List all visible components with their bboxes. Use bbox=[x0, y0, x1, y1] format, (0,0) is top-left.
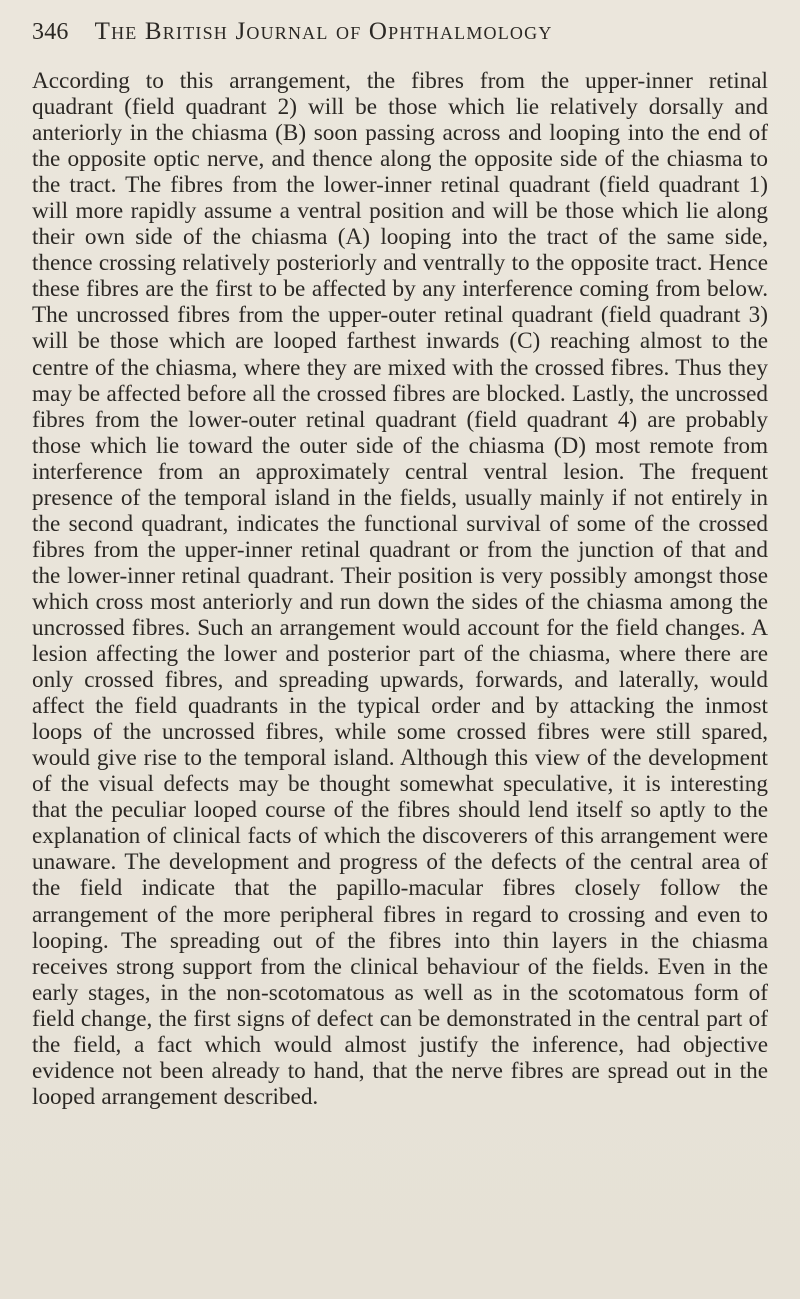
journal-title: The British Journal of Ophthalmology bbox=[94, 18, 553, 45]
page-number: 346 bbox=[32, 19, 69, 45]
running-head bbox=[32, 18, 770, 52]
body-paragraph: According to this arrangement, the fibres from the upper-inner retinal quadrant (field quadrant 2) will be those which lie relatively dorsally and anteriorly in the chiasma (B) soon passing across and looping into the end of the opposite optic nerve, and thence along the opposite side of the chiasma to the tract. The fibres from the lower-inner retinal quadrant (field quadrant 1) will more rapidly assume a ventral position and will be those which lie along their own side of the chiasma (A) looping into the tract of the same side, thence crossing relatively posteriorly and ventrally to the opposite tract. Hence these fibres are the first to be affected by any interference coming from below. The uncrossed fibres from the upper-outer retinal quadrant (field quadrant 3) will be those which are looped farthest inwards (C) reaching almost to the centre of the chiasma, where they are mixed with the crossed fibres. Thus they may be affected before all the crossed fibres are blocked. Lastly, the uncrossed fibres from the lower-outer retinal quadrant (field quadrant 4) are probably those which lie toward the outer side of the chiasma (D) most remote from interference from an approximately central ventral lesion. The frequent presence of the temporal island in the fields, usually mainly if not entirely in the second quadrant, indicates the functional survival of some of the crossed fibres from the upper-inner retinal quadrant or from the junction of that and the lower-inner retinal quadrant. Their position is very possibly amongst those which cross most anteriorly and run down the sides of the chiasma among the uncrossed fibres. Such an arrangement would account for the field changes. A lesion affecting the lower and posterior part of the chiasma, where there are only crossed fibres, and spreading upwards, forwards, and laterally, would affect the field quadrants in the typical order and by attacking the inmost loops of the uncrossed fibres, while some crossed fibres were still spared, would give rise to the temporal island. Although this view of the development of the visual defects may be thought somewhat speculative, it is interesting that the peculiar looped course of the fibres should lend itself so aptly to the explanation of clinical facts of which the discoverers of this arrangement were unaware. The development and progress of the defects of the central area of the field indicate that the papillo-macular fibres closely follow the arrangement of the more peripheral fibres in regard to crossing and even to looping. The spreading out of the fibres into thin layers in the chiasma receives strong support from the clinical behaviour of the fields. Even in the early stages, in the non-scotomatous as well as in the scotomatous form of field change, the first signs of defect can be demonstrated in the central part of the field, a fact which would almost justify the inference, had objective evidence not been already to hand, that the nerve fibres are spread out in the looped arrangement described. bbox=[32, 68, 768, 1110]
